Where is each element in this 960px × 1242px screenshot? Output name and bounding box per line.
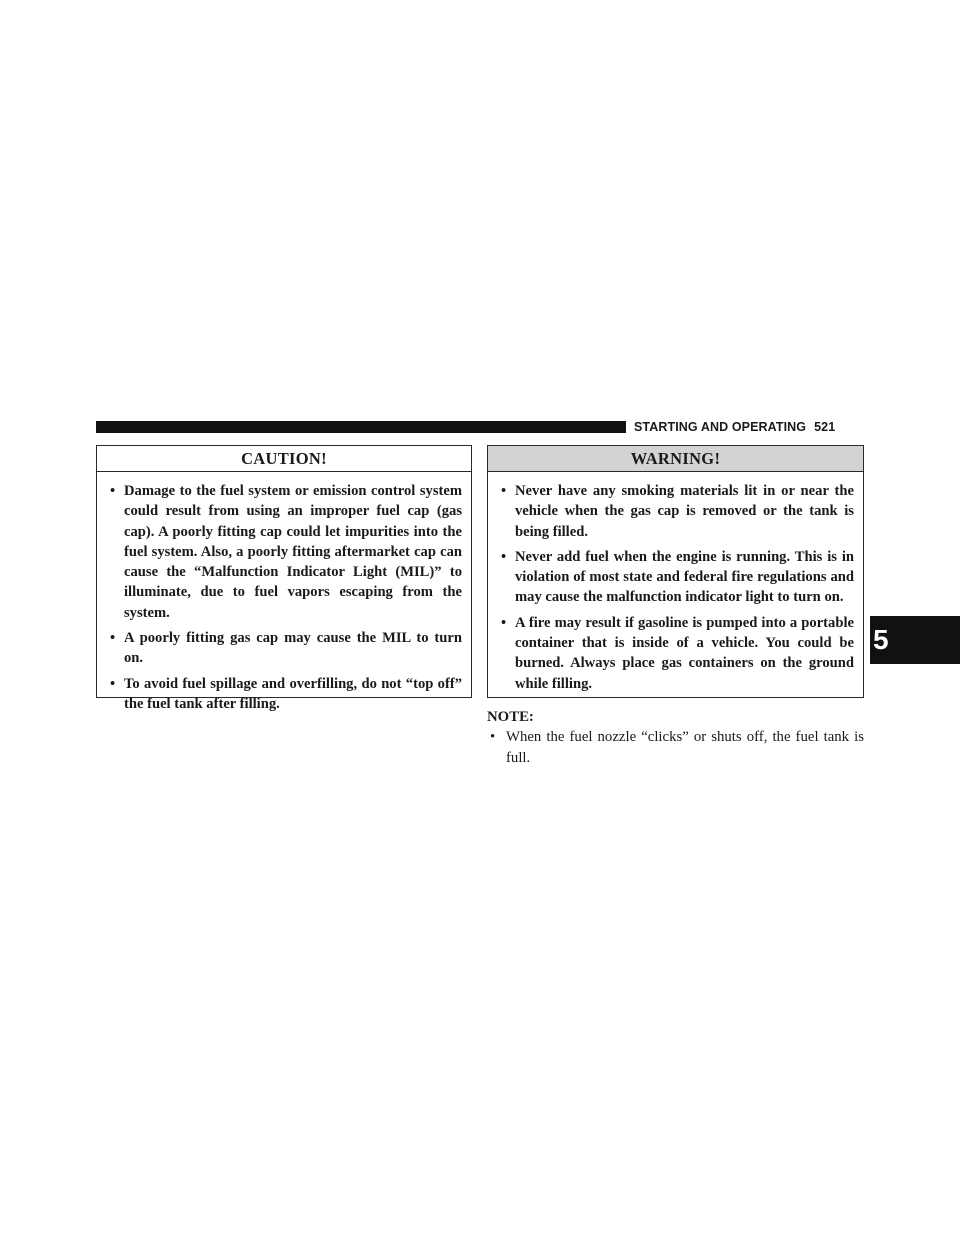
list-item-text: To avoid fuel spillage and overfilling, do not “top off” the fuel tank after filling. (124, 675, 462, 712)
caution-heading: CAUTION! (97, 446, 471, 472)
list-item-text: A poorly fitting gas cap may cause the MIL to turn on. (124, 630, 462, 667)
bullet: • (501, 483, 507, 499)
list-item (107, 674, 462, 715)
list-item (498, 481, 854, 542)
warning-list (488, 472, 863, 694)
bullet: • (501, 548, 507, 565)
note-section (487, 707, 864, 768)
caution-box (96, 445, 472, 712)
list-item-text: A fire may result if gasoline is pumped into a portable container that is inside of a vehicle. You could be burned. Always place gas containers on the ground while filling. (515, 614, 854, 692)
bullet: • (110, 483, 116, 499)
list-item (107, 628, 462, 669)
bullet: • (501, 614, 507, 631)
warning-heading: WARNING! (488, 446, 863, 472)
note-label: NOTE: (487, 709, 534, 725)
list-item (498, 547, 854, 608)
bullet: • (490, 729, 496, 746)
page-number: 521 (814, 420, 836, 434)
list-item-text: Damage to the fuel system or emission control system could result from using an improper fuel cap (gas cap). A poorly fitting cap could let impurities into the fuel system. Also, a poorly fitting aftermarket cap can cause the “Malfunction Indicator Light (MIL)” to illuminate, due to fuel vapors escaping from the system. (124, 483, 462, 621)
bullet: • (110, 630, 116, 647)
section-title: STARTING AND OPERATING (634, 420, 807, 434)
list-item-text: When the fuel nozzle “clicks” or shuts off, the fuel tank is full. (506, 729, 864, 766)
list-item-text: Never have any smoking materials lit in or near the vehicle when the gas cap is removed or the tank is being filled. (515, 483, 854, 540)
list-item (107, 481, 462, 623)
bullet: • (110, 675, 116, 692)
caution-list (97, 472, 471, 714)
running-header (634, 418, 864, 436)
section-tab: 5 (870, 616, 960, 664)
list-item (498, 613, 854, 694)
header-rule (96, 421, 626, 433)
list-item (487, 727, 864, 768)
warning-box (487, 445, 864, 698)
list-item-text: Never add fuel when the engine is running. This is in violation of most state and federal fire regulations and may cause the malfunction indicator light to turn on. (515, 548, 854, 606)
